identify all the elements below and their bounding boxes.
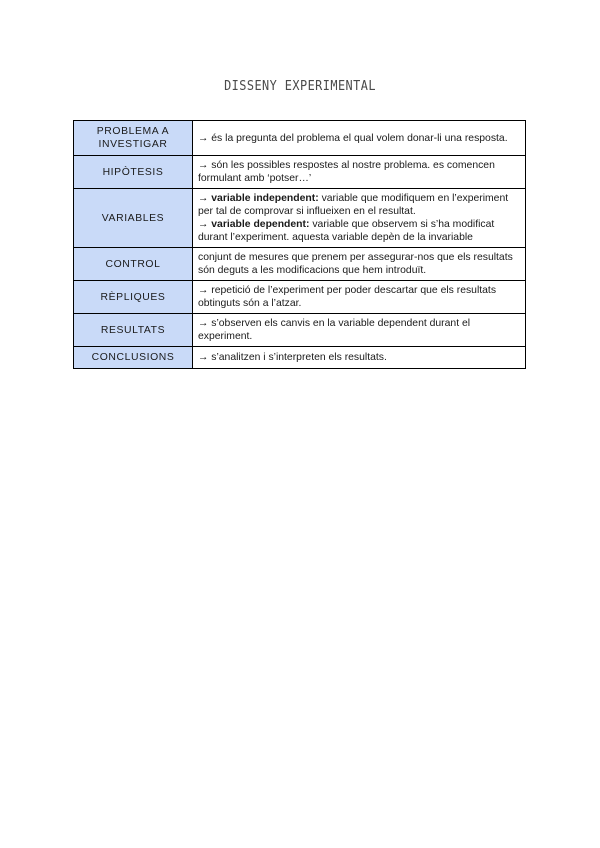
description-text: → són les possibles respostes al nostre problema. es comencen formulant amb ‘potser…’ bbox=[198, 160, 495, 184]
arrow-prefix: → bbox=[198, 193, 212, 204]
row-description bbox=[193, 314, 526, 347]
table-row bbox=[74, 189, 526, 248]
row-description bbox=[193, 156, 526, 189]
table-row bbox=[74, 314, 526, 347]
description-line bbox=[198, 251, 520, 277]
row-description bbox=[193, 189, 526, 248]
row-label: PROBLEMA A INVESTIGAR bbox=[74, 121, 193, 156]
row-label: CONTROL bbox=[74, 248, 193, 281]
row-label: VARIABLES bbox=[74, 189, 193, 248]
description-line bbox=[198, 218, 520, 244]
variable-term: variable dependent: bbox=[211, 219, 310, 230]
row-label: HIPÒTESIS bbox=[74, 156, 193, 189]
row-description bbox=[193, 121, 526, 156]
page-title: DISSENY EXPERIMENTAL bbox=[224, 78, 376, 94]
description-text: → s’analitzen i s’interpreten els resultats. bbox=[198, 352, 387, 363]
description-line bbox=[198, 132, 520, 145]
description-line bbox=[198, 159, 520, 185]
description-line bbox=[198, 284, 520, 310]
description-line bbox=[198, 192, 520, 218]
description-line bbox=[198, 351, 520, 364]
table-row bbox=[74, 156, 526, 189]
description-text: → repetició de l’experiment per poder descartar que els resultats obtinguts són a l’atzar. bbox=[198, 285, 497, 309]
row-description bbox=[193, 248, 526, 281]
table-row bbox=[74, 248, 526, 281]
table-row bbox=[74, 121, 526, 156]
description-text: conjunt de mesures que prenem per assegurar-nos que els resultats són deguts a les modificacions que hem introduït. bbox=[198, 252, 513, 276]
row-label: CONCLUSIONS bbox=[74, 347, 193, 369]
arrow-prefix: → bbox=[198, 219, 212, 230]
description-text: variable que observem si s’ha modificat durant l’experiment. aquesta variable depèn de la invariable bbox=[198, 219, 495, 243]
variable-term: variable independent: bbox=[211, 193, 319, 204]
row-label: RESULTATS bbox=[74, 314, 193, 347]
row-label: RÈPLIQUES bbox=[74, 281, 193, 314]
experimental-design-table bbox=[73, 120, 526, 369]
table-row bbox=[74, 281, 526, 314]
table-row bbox=[74, 347, 526, 369]
description-line bbox=[198, 317, 520, 343]
row-description bbox=[193, 281, 526, 314]
description-text: → és la pregunta del problema el qual volem donar-li una resposta. bbox=[198, 132, 508, 144]
description-text: → s’observen els canvis en la variable dependent durant el experiment. bbox=[198, 318, 471, 342]
row-description bbox=[193, 347, 526, 369]
description-text: variable que modifiquem en l’experiment per tal de comprovar si influeixen en el resultat. bbox=[198, 193, 509, 217]
